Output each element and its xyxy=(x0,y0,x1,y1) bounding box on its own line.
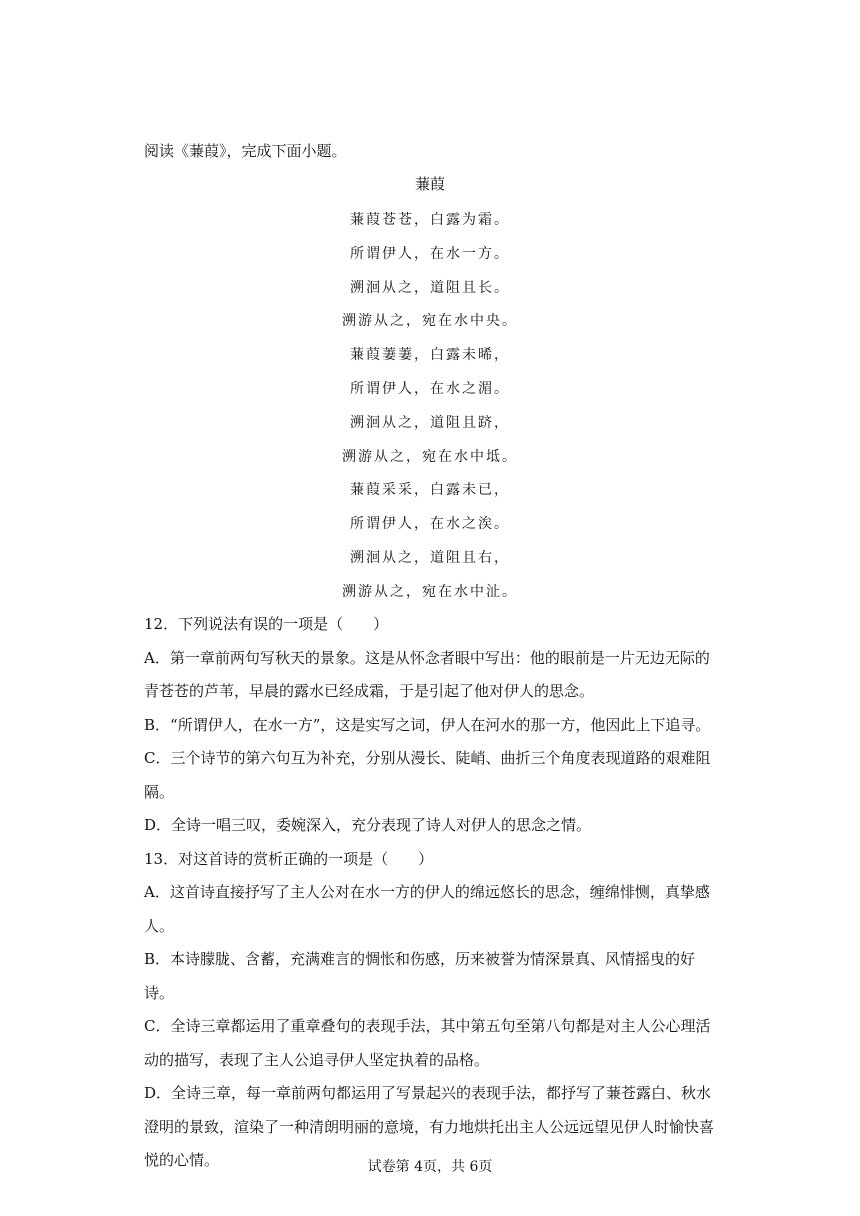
option-c: C．三个诗节的第六句互为补充，分别从漫长、陡峭、曲折三个角度表现道路的艰难阻隔。 xyxy=(144,749,711,801)
option-d: D．全诗一唱三叹，委婉深入，充分表现了诗人对伊人的思念之情。 xyxy=(144,816,592,834)
poem-line: 溯洄从之，道阻且右， xyxy=(350,549,510,566)
question-list xyxy=(144,608,722,1178)
page-footer: 试卷第 4页，共 6页 xyxy=(367,1159,493,1175)
reading-instruction: 阅读《蒹葭》，完成下面小题。 xyxy=(144,142,347,160)
poem-line: 溯游从之，宛在水中沚。 xyxy=(342,583,518,600)
poem-line: 蒹葭萋萋，白露未晞， xyxy=(350,347,510,364)
option-c: C．全诗三章都运用了重章叠句的表现手法，其中第五句至第八句都是对主人公心理活动的描写，表现了主人公追寻伊人坚定执着的品格。 xyxy=(144,1017,711,1069)
option-b: B．“所谓伊人，在水一方”，这是实写之词，伊人在河水的那一方，他因此上下追寻。 xyxy=(144,715,711,734)
poem-title: 蒹葭 xyxy=(414,175,445,193)
poem-line: 溯游从之，宛在水中央。 xyxy=(342,313,518,330)
poem-line: 溯游从之，宛在水中坻。 xyxy=(342,448,518,465)
poem-line: 溯洄从之，道阻且跻， xyxy=(350,414,510,431)
option-d: D．全诗三章，每一章前两句都运用了写景起兴的表现手法，都抒写了蒹苍露白、秋水澄明的景致，渲染了一种清朗明丽的意境，有力地烘托出主人公远远望见伊人时愉快喜悦的心情。 xyxy=(144,1084,715,1169)
poem-line: 所谓伊人，在水一方。 xyxy=(350,245,510,262)
poem-line: 蒹葭采采，白露未已， xyxy=(350,482,510,499)
option-b: B．本诗朦胧、含蓄，充满难言的惆怅和伤感，历来被誉为情深景真、风情摇曳的好诗。 xyxy=(144,950,696,1002)
poem-line: 蒹葭苍苍，白露为霜。 xyxy=(350,212,510,228)
poem xyxy=(0,170,860,610)
option-a: A．第一章前两句写秋天的景象。这是从怀念者眼中写出：他的眼前是一片无边无际的青苍苍的芦苇，早晨的露水已经成霜，于是引起了他对伊人的思念。 xyxy=(144,648,710,700)
poem-line: 所谓伊人，在水之湄。 xyxy=(350,380,510,397)
poem-line: 溯洄从之，道阻且长。 xyxy=(350,279,510,296)
option-a: A．这首诗直接抒写了主人公对在水一方的伊人的绵远悠长的思念，缠绵悱恻，真挚感人。 xyxy=(144,883,710,935)
poem-line: 所谓伊人，在水之涘。 xyxy=(350,516,510,533)
question-stem: 13．对这首诗的赏析正确的一项是（ ） xyxy=(144,849,434,868)
question-stem: 12．下列说法有误的一项是（ ） xyxy=(144,615,389,633)
question-12 xyxy=(144,608,722,843)
question-13 xyxy=(144,843,722,1178)
